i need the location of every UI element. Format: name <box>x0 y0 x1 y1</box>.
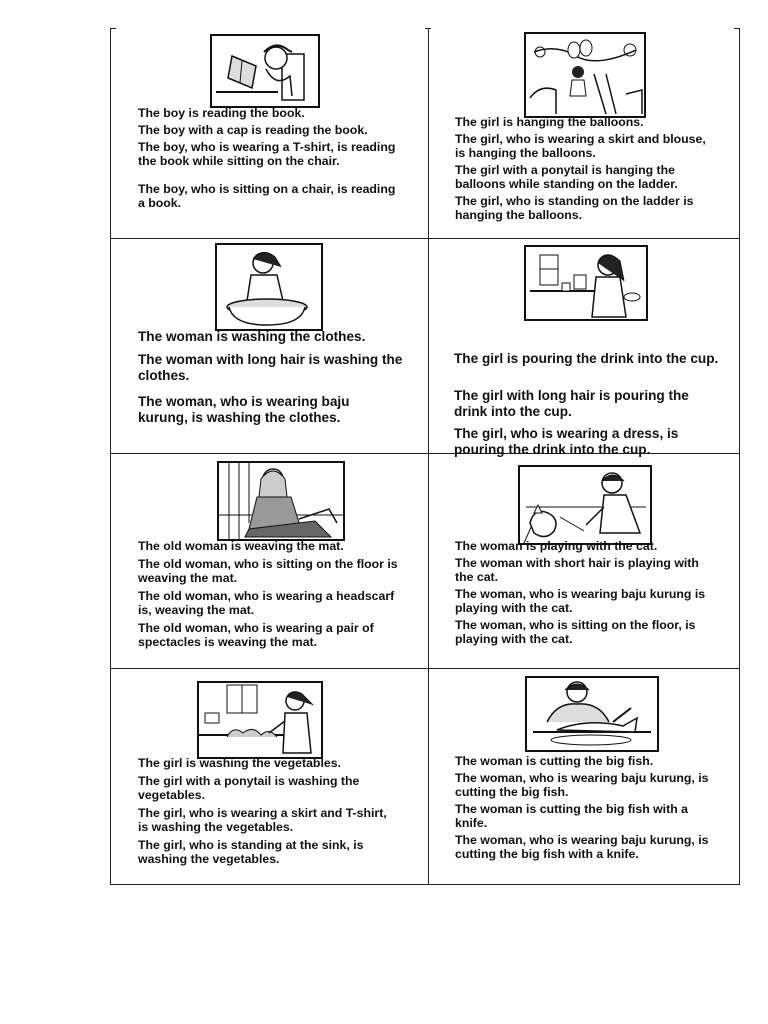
card-girl-pouring <box>429 238 747 457</box>
sentence: The girl with a ponytail is washing the vegetables. <box>138 774 360 803</box>
sentence: The girl, who is standing at the sink, is washing the vegetables. <box>138 838 364 867</box>
sentence: The girl is washing the vegetables. <box>138 756 341 770</box>
sentence: The woman is cutting the big fish. <box>455 754 654 768</box>
sentence: The girl, who is wearing a dress, is pouring the drink into the cup. <box>454 426 679 457</box>
sentence: The boy, who is sitting on a chair, is reading a book. <box>138 182 396 211</box>
card-boy-reading <box>111 28 429 238</box>
sentence: The woman with long hair is washing the clothes. <box>138 352 403 383</box>
old-woman-weaving-mat-icon <box>217 461 345 541</box>
sentence: The girl, who is wearing a skirt and T-shirt, is washing the vegetables. <box>138 806 387 835</box>
sentence: The woman, who is wearing baju kurung, is cutting the big fish with a knife. <box>455 833 709 862</box>
sentence: The girl with long hair is pouring the drink into the cup. <box>454 388 689 419</box>
card-woman-cat <box>429 453 747 668</box>
sentence: The girl is hanging the balloons. <box>455 115 644 129</box>
sentence: The girl is pouring the drink into the cup. <box>454 351 719 366</box>
sentence: The woman is cutting the big fish with a knife. <box>455 802 688 831</box>
card-woman-washing <box>111 238 429 453</box>
sentence: The woman, who is wearing baju kurung, is washing the clothes. <box>138 394 350 425</box>
sentence: The old woman is weaving the mat. <box>138 539 344 553</box>
sentence: The old woman, who is wearing a pair of spectacles is weaving the mat. <box>138 621 374 650</box>
boy-reading-book-icon <box>210 34 320 108</box>
sentence: The old woman, who is sitting on the floor is weaving the mat. <box>138 557 398 586</box>
woman-washing-clothes-icon <box>215 243 323 331</box>
woman-cutting-fish-icon <box>525 676 659 752</box>
sentence: The woman, who is sitting on the floor, is playing with the cat. <box>455 618 696 647</box>
sentence: The woman, who is wearing baju kurung is playing with the cat. <box>455 587 706 616</box>
card-woman-fish <box>429 668 747 884</box>
girl-hanging-balloons-icon <box>524 32 646 118</box>
card-girl-vegetables <box>111 668 429 884</box>
girl-pouring-drink-icon <box>524 245 648 321</box>
card-girl-balloons <box>429 28 747 238</box>
sentence: The girl with a ponytail is hanging the balloons while standing on the ladder. <box>455 163 678 192</box>
sentence: The boy with a cap is reading the book. <box>138 123 368 137</box>
sentence: The old woman, who is wearing a headscarf is, weaving the mat. <box>138 589 395 618</box>
worksheet-grid <box>110 28 740 885</box>
sentence: The girl, who is wearing a skirt and blouse, is hanging the balloons. <box>455 132 706 161</box>
woman-playing-with-cat-icon <box>518 465 652 545</box>
sentence: The boy, who is wearing a T-shirt, is reading the book while sitting on the chair. <box>138 140 396 169</box>
girl-washing-vegetables-icon <box>197 681 323 759</box>
sentence: The woman with short hair is playing with the cat. <box>455 556 699 585</box>
sentence: The boy is reading the book. <box>138 106 305 120</box>
sentence: The woman is playing with the cat. <box>455 539 658 553</box>
card-old-woman-weaving <box>111 453 429 668</box>
sentence: The woman is washing the clothes. <box>138 329 366 344</box>
sentence: The woman, who is wearing baju kurung, is cutting the big fish. <box>455 771 709 800</box>
sentence: The girl, who is standing on the ladder is hanging the balloons. <box>455 194 694 223</box>
